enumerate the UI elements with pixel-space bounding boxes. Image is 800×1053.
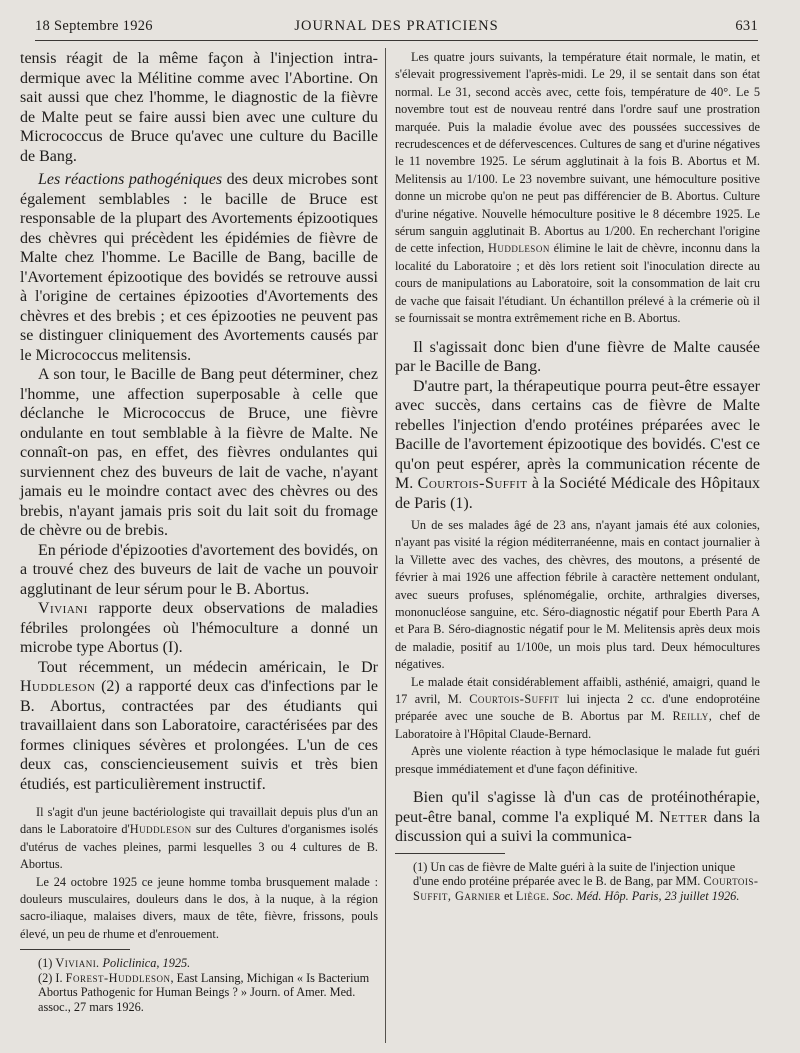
paragraph-text: à la Société Médicale des Hôpitaux de Paris (1). <box>395 475 760 512</box>
case-paragraph <box>20 804 378 874</box>
case-paragraph: Un de ses malades âgé de 23 ans, n'ayant jamais été aux colonies, n'ayant pas visité la région méditerranéenne, mais en contact journalier à la Villette avec des vaches, des chèvres, des moutons, a présenté de février à mai 1926 une affection fébrile à caractère nettement ondulant, avec sueurs profuses, splénomégalie, orchite, arthralgies diverses, mononucléose sanguine, etc. Séro-diagnostic négatif pour Eberth Para A et Para B. Séro-diagnostic négatif pour le M. Melitensis après deux mois de maladie, positif au 1/100e, un mois plus tard. Deux hémocultures négatives. <box>395 518 760 672</box>
paragraph-text: dans la discussion qui a suivi la communica- <box>395 808 760 846</box>
paragraph: A son tour, le Bacille de Bang peut déterminer, chez l'homme, une affection superposable à celle que déclanche le Micrococcus de Bruce, une fièvre ondulante en tout semblable à la fièvre de Malte. Ne connaît-on pas, en effet, des fièvres ondulantes qui surviennent chez des buveurs de lait de vache, n'ayant jamais eu le moindre contact avec des chèvres ou des brebis, n'ayant jamais pris soit du lait soit du fromage de chèvre ou de brebis. <box>20 366 378 539</box>
paragraph-text: élimine le lait de chèvre, inconnu dans la localité du Laboratoire ; et dès lors retient soit l'inoculation directe au cours de manipulations au Laboratoire, soit la consommation de lait cru de vache que faisait l'étudiant. Un échantillon prélevé à la crémerie où il se fournissait se montra extrêmement riche en B. Abortus. <box>395 241 760 326</box>
paragraph-text: Le malade était considérablement affaibli, asthénié, amaigri, quand le 17 avril, M. <box>395 674 760 707</box>
case-paragraph <box>395 49 760 328</box>
italic-phrase: Les réactions pathogéniques <box>38 171 223 188</box>
footnote-text: (1) Un cas de fièvre de Malte guéri à la suite de l'injection unique d'une endo protéine préparée avec le B. de Bang, par MM. <box>413 859 736 889</box>
paragraph-text: sur des Cultures d'organismes isolés d'utérus de vaches pleines, parmi lesquelles 3 ou 4 cultures de B. Abortus. <box>20 822 378 872</box>
paragraph <box>395 377 760 514</box>
paragraph-text: Bien qu'il s'agisse là d'un cas de protéinothérapie, peut-être banal, comme l'a expliqué M. <box>395 789 760 826</box>
footnote-text: et <box>500 888 516 903</box>
paragraph <box>20 170 378 365</box>
author-name: Huddleson <box>129 822 192 837</box>
author-name: Huddleson <box>487 241 550 256</box>
paragraph-text: Tout récemment, un médecin américain, le Dr <box>38 658 378 676</box>
author-name: Huddleson <box>20 678 96 695</box>
left-column <box>20 49 378 1015</box>
paragraph <box>20 658 378 795</box>
paragraph-text: (2) a rapporté deux cas d'infections par le B. Abortus, contractées par des étudiants qui travaillaient dans son Laboratoire, caractérisées par des formes cliniques sévères et prolongées. L'un de ces deux cas, consciencieusement suivis et très bien étudiés, est particulièrement instructif. <box>20 678 378 793</box>
header-page-number: 631 <box>735 18 758 34</box>
paragraph-text: D'autre part, la thérapeutique pourra peut-être essayer avec succès, dans certains cas de fièvre de Malte rebelles l'injection d'endo protéines préparées avec le Bacille de l'avortement épizootique des bovidés. C'est ce qu'on peut espérer, après la communication récente de M. <box>395 377 760 492</box>
paragraph-text: Il s'agit d'un jeune bactériologiste qui travaillait depuis plus d'un an dans le Laboratoire d' <box>20 805 378 837</box>
author-name: Reilly <box>672 709 709 724</box>
author-name: Netter <box>659 808 708 826</box>
paragraph: Il s'agissait donc bien d'une fièvre de Malte causée par le Bacille de Bang. <box>395 338 760 375</box>
paragraph: En période d'épizooties d'avortement des bovidés, on a trouvé chez des buveurs de lait de vache un pouvoir agglutinant de leur sérum pour le B. Abortus. <box>20 541 378 598</box>
paragraph <box>395 788 760 847</box>
footnote-right <box>395 860 760 904</box>
case-paragraph <box>395 674 760 744</box>
footnote-number: (2) I. <box>38 970 66 985</box>
footnote-number: (1) <box>38 956 56 971</box>
running-header <box>35 16 758 41</box>
footnote-text: . Policlinica, 1925. <box>96 956 191 971</box>
author-name: Viviani <box>38 600 88 617</box>
right-column <box>395 49 760 903</box>
author-name: Viviani <box>55 956 97 971</box>
case-paragraph: Après une violente réaction à type hémoclasique le malade fut guéri presque immédiatement et d'une façon définitive. <box>395 744 760 776</box>
case-paragraph: Le 24 octobre 1925 ce jeune homme tomba brusquement malade : douleurs musculaires, douleurs dans le dos, à la nuque, à la région sacro-iliaque, malaises divers, maux de tête, fièvre, frissons, pouls élevé, un peu de rhume et d'enrouement. <box>20 874 378 941</box>
author-name: Courtois-Suffit <box>417 475 528 492</box>
paragraph-text: rapporte deux observations de maladies fébriles prolongées où l'hémoculture a donné un microbe type Abortus (I). <box>20 600 378 656</box>
footnote-rule <box>20 949 130 950</box>
paragraph-text: des deux microbes sont également semblables : le bacille de Bruce est responsable de la plupart des Avortements épizootiques des chèvres qui précèdent les épidémies de fièvre de Malte chez l'homme. Le Bacille de Bang, bacille de l'Avortement épizootique des bovidés se retrouve aussi à l'origine de certaines épizooties d'Avortements des chèvres et des brebis ; et ces épizooties ne peuvent pas se distinguer cliniquement des Avortements causés par le Micrococcus melitensis. <box>20 171 379 364</box>
author-name: Forest-Huddleson <box>65 970 171 985</box>
paragraph <box>20 599 378 658</box>
footnote-rule <box>395 853 505 854</box>
footnote-2 <box>20 971 378 1015</box>
paragraph-text: Les quatre jours suivants, la température était normale, le matin, et s'élevait progressivement l'après-midi. Le 29, il se sentait dans son état normal. Le 31, second accès avec, cette fois, température de 40°. Le 5 novembre tout est de nouveau rentré dans l'ordre sauf une prostration marquée. Puis la maladie évolue avec des poussées successives de recrudescences et de défervescences. Cultures de sang et d'urine négatives le 11 novembre 1925. Le sérum agglutinait à la fois B. Abortus et M. Melitensis au 1/100. Le 23 novembre suivant, une hémoculture positive donne un microbe qu'on ne peut pas différencier de B. Abortus. Culture d'urine négative. Nouvelle hémoculture positive le 8 décembre 1925. Le sérum sanguin agglutinait B. Abortus au 1/200. En recherchant l'origine de cette infection, <box>395 50 760 256</box>
paragraph-text: , chef de Laboratoire à l'Hôpital Claude-Bernard. <box>395 709 760 741</box>
paragraph-text: lui injecta 2 cc. d'une endoprotéine préparée avec une souche de B. Abortus par M. <box>395 692 761 724</box>
author-name: Courtois-Suffit <box>469 692 560 707</box>
footnote-1 <box>20 956 378 971</box>
footnote-text: . Soc. Méd. Hôp. Paris, 23 juillet 1926. <box>546 888 740 903</box>
column-divider <box>385 48 386 1043</box>
header-date: 18 Septembre 1926 <box>35 18 153 34</box>
author-name: Liège <box>515 888 547 903</box>
footnote-text: , East Lansing, Michigan « Is Bacterium Abortus Pathogenic for Human Beings ? » Journ. of Amer. Med. assoc., 27 mars 1926. <box>38 970 370 1015</box>
paragraph: tensis réagit de la même façon à l'injection intra-dermique avec la Mélitine comme avec l'Abortine. On sait aussi que chez l'homme, le diagnostic de la fièvre de Malte peut se faire aussi bien avec une culture du Micrococcus de Bruce qu'avec une culture du Bacille de Bang. <box>20 50 378 165</box>
header-journal-title: JOURNAL DES PRATICIENS <box>294 18 499 34</box>
author-name: Courtois-Suffit, Garnier <box>413 874 759 903</box>
